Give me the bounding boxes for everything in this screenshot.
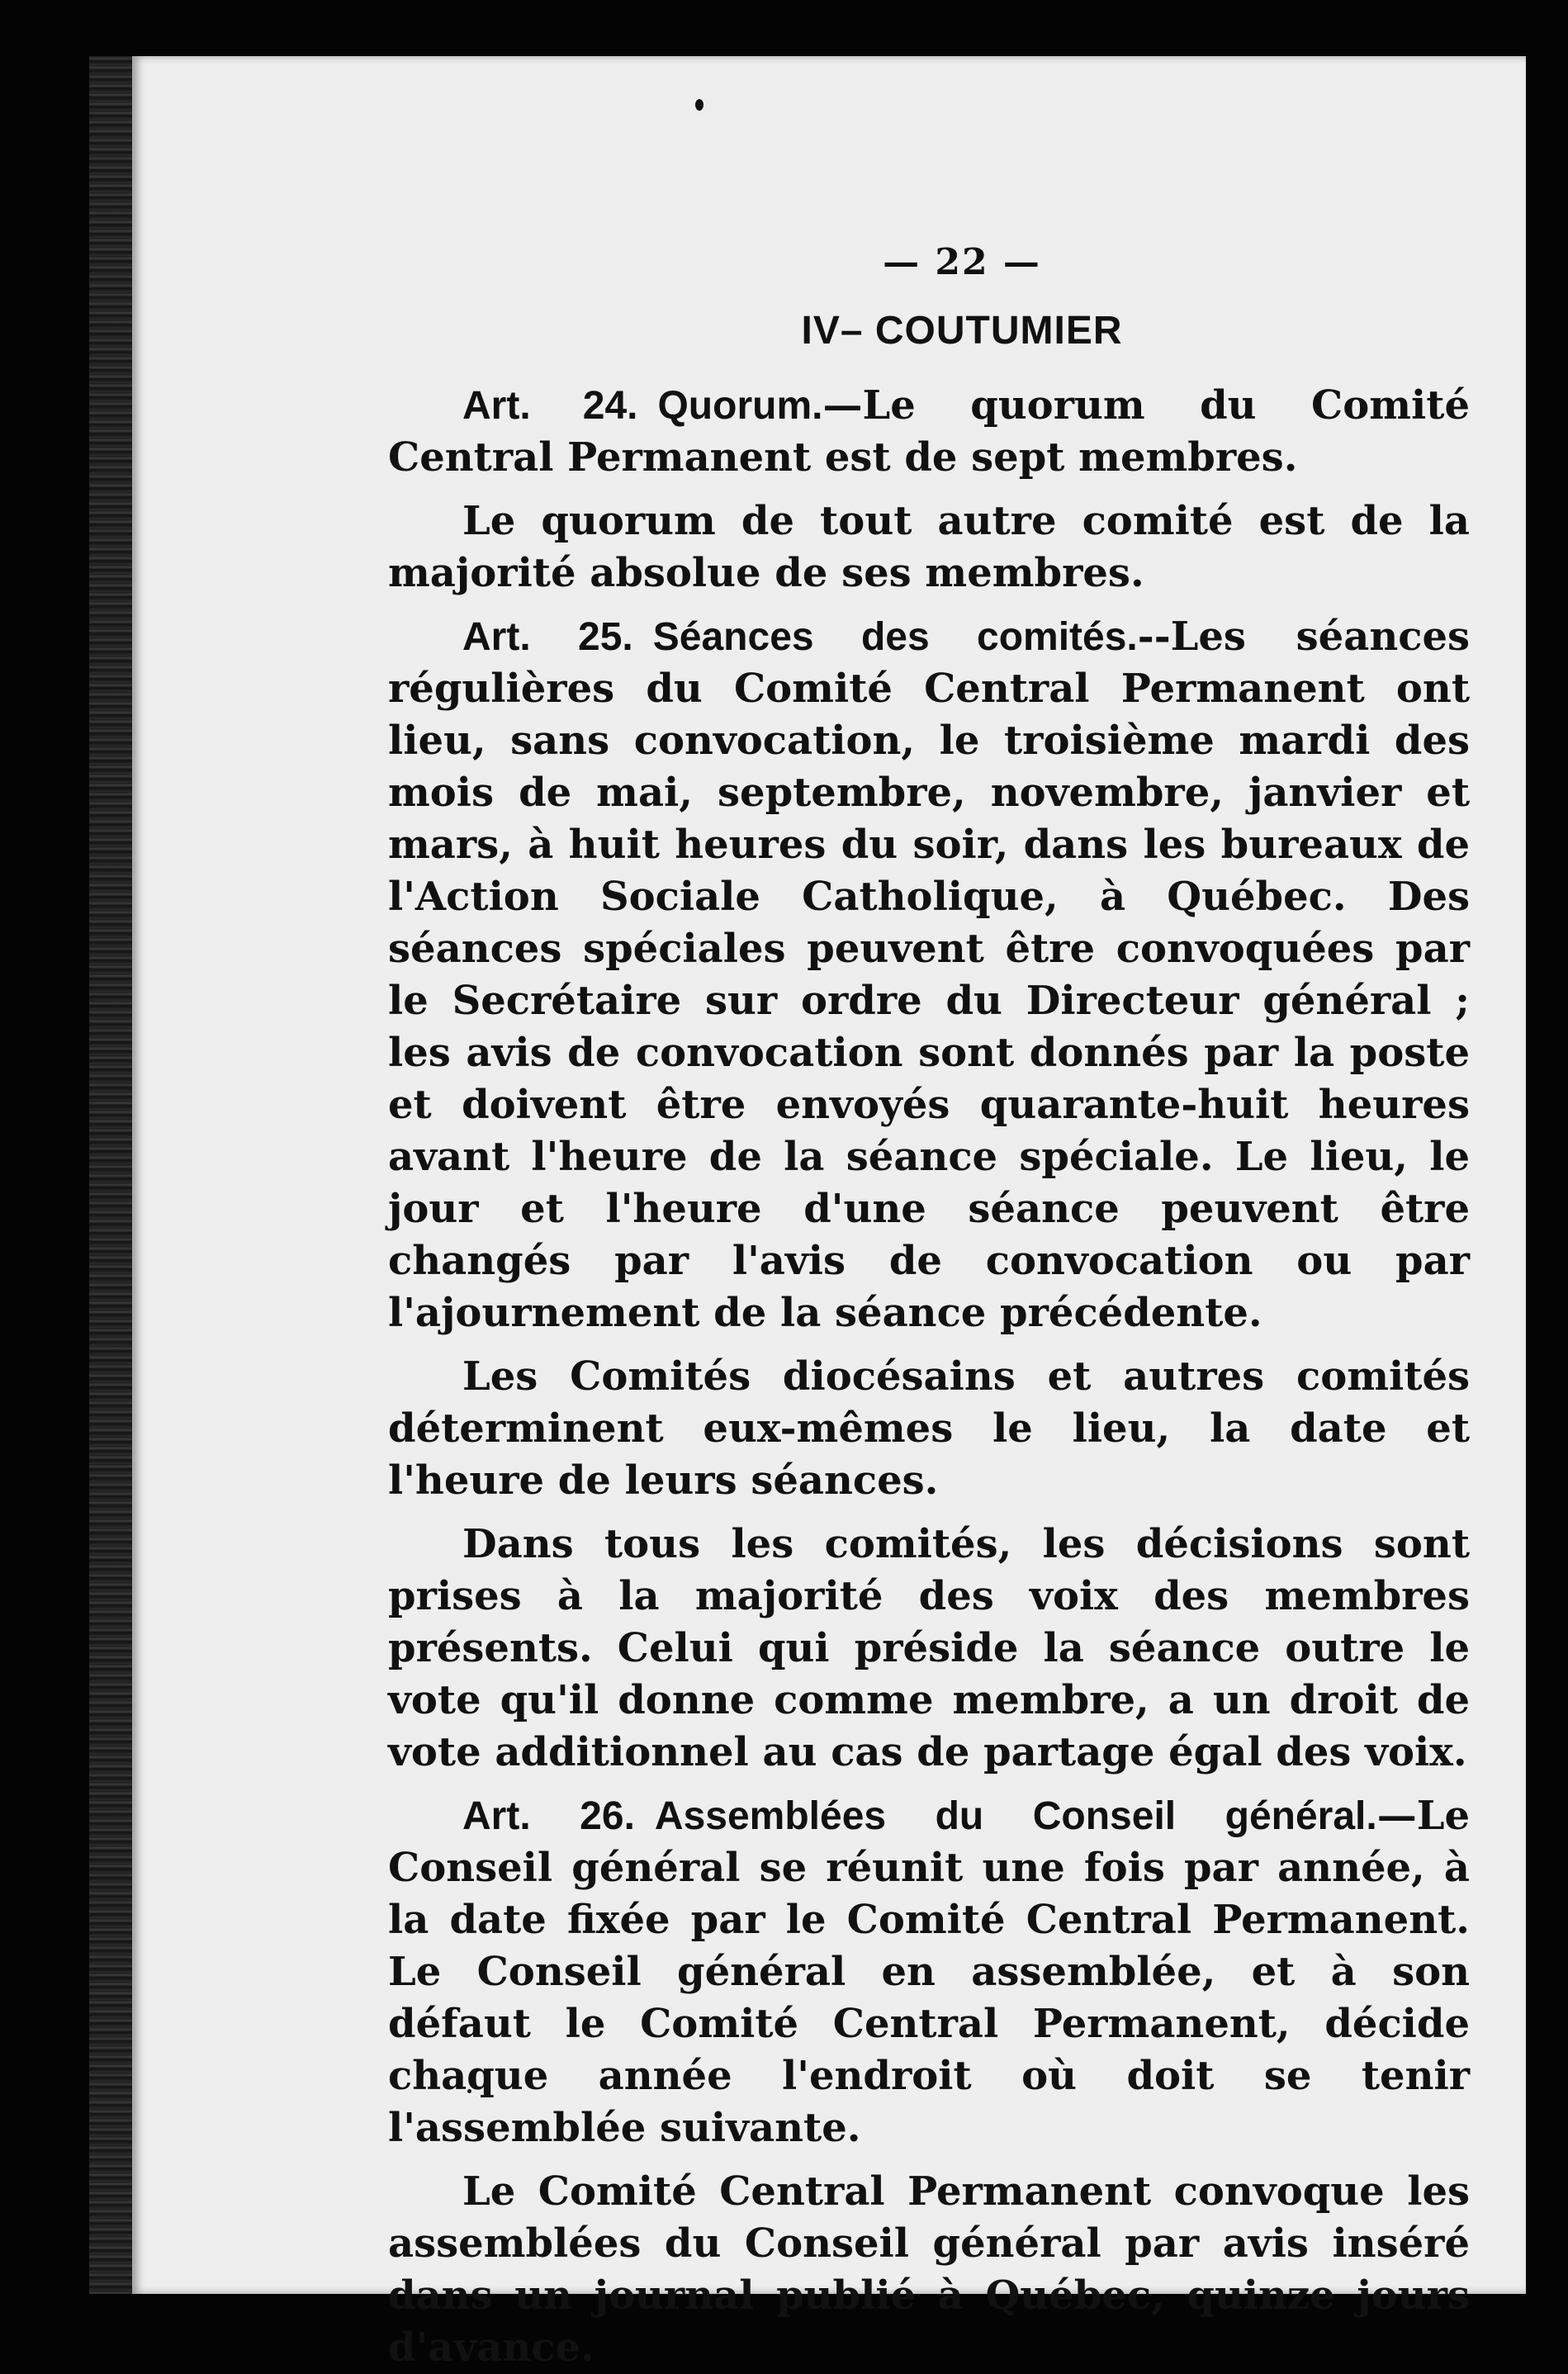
article-number: Art. 26. (462, 1794, 635, 1838)
scan-speck (695, 99, 703, 111)
article-25-subparagraph-committees: Les Comités diocésains et autres comités déterminent eux-mêmes le lieu, la date et l'heure de leurs séances. (388, 1353, 1470, 1504)
article-24-paragraph (388, 380, 1470, 484)
article-25-subparagraph-decisions: Dans tous les comités, les décisions sont prises à la majorité des voix des membres présents. Celui qui préside la séance outre le vote qu'il donne comme membre, a un droit de vote additionnel au cas de partage égal des voix. (388, 1521, 1470, 1775)
article-25-paragraph (388, 611, 1470, 1339)
page-binding-edge (89, 56, 137, 2294)
article-text: —Le quorum du Comité Central Permanent est de sept membres. (388, 382, 1470, 481)
article-26-paragraph (388, 1790, 1470, 2154)
document-content (388, 236, 1470, 2374)
page-number: — 22 — (883, 241, 1041, 283)
article-number: Art. 24. (462, 384, 638, 428)
article-number: Art. 25. (462, 615, 633, 659)
article-text: --Les séances régulières du Comité Central Permanent ont lieu, sans convocation, le troisième mardi des mois de mai, septembre, novembre, janvier et mars, à huit heures du soir, dans les bureaux de l'Action Sociale Catholique, à Québec. Des séances spéciales peuvent être convoquées par le Secrétaire sur ordre du Directeur général ; les avis de convocation sont donnés par la poste et doivent être envoyés quarante-huit heures avant l'heure de la séance spéciale. Le lieu, le jour et l'heure d'une séance peuvent être changés par l'avis de convocation ou par l'ajournement de la séance précédente. (388, 614, 1471, 1336)
article-24-subparagraph: Le quorum de tout autre comité est de la majorité absolue de ses membres. (388, 498, 1470, 596)
article-title: Séances des comités. (652, 615, 1138, 659)
section-heading: IV– COUTUMIER (801, 309, 1123, 353)
article-text: —Le Conseil général se réunit une fois par année, à la date fixée par le Comité Central Permanent. Le Conseil général en assemblée, et à son défaut le Comité Central Permanent, décide chaque année l'endroit où doit se tenir l'assemblée suivante. (388, 1793, 1470, 2151)
article-title: Quorum. (657, 384, 823, 428)
article-title: Assemblées du Conseil général. (654, 1794, 1377, 1838)
article-26-subparagraph: Le Comité Central Permanent convoque les assemblées du Conseil général par avis inséré dans un journal publié à Québec, quinze jours d'avance. (388, 2168, 1470, 2371)
